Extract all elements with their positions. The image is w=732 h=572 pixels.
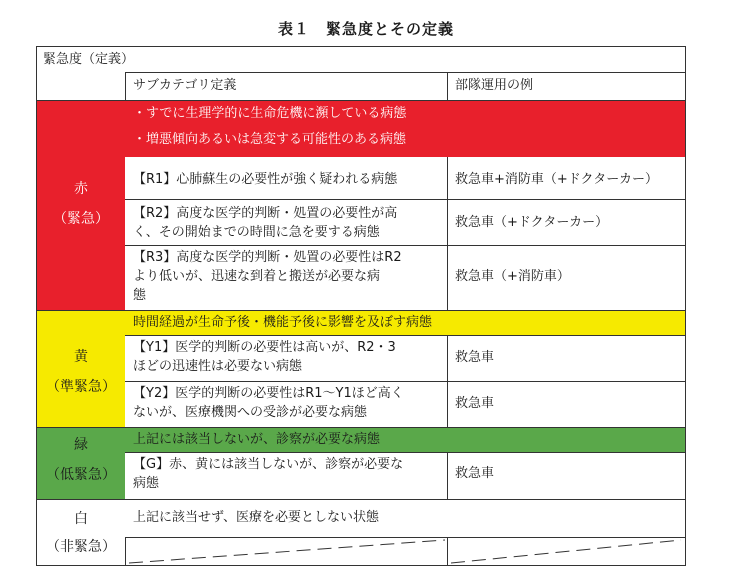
urgency-table — [36, 46, 686, 566]
white-level-label: （非緊急） — [46, 539, 116, 555]
r1-subcategory: 【R1】心肺蘇生の必要性が強く疑われる病態 — [133, 172, 398, 187]
r3-subcategory-line2: より低いが、迅速な到着と搬送が必要な病 — [133, 269, 381, 284]
white-example-empty-slash — [451, 540, 681, 563]
y2-subcategory-line1: 【Y2】医学的判断の必要性はR1～Y1ほど高く — [133, 386, 404, 401]
y1-example: 救急車 — [455, 350, 495, 365]
r1-example: 救急車+消防車（+ドクターカー） — [455, 172, 659, 187]
g-subcategory-line1: 【G】赤、黄には該当しないが、診察が必要な — [133, 457, 404, 472]
yellow-definition: 時間経過が生命予後・機能予後に影響を及ぼす病態 — [133, 315, 433, 330]
r3-example: 救急車（+消防車） — [455, 269, 570, 284]
green-level-label: （低緊急） — [46, 467, 116, 483]
yellow-level-name: 黄 — [74, 349, 88, 365]
g-subcategory-line2: 病態 — [133, 476, 160, 491]
white-empty-slash-lines — [125, 537, 685, 565]
y2-subcategory-line2: ないが、医療機関への受診が必要な病態 — [133, 405, 368, 420]
red-definition-1: ・すでに生理学的に生命危機に瀕している病態 — [133, 106, 407, 121]
red-level-label: （緊急） — [53, 211, 109, 227]
white-level-name: 白 — [74, 511, 88, 527]
red-level-name: 赤 — [74, 181, 88, 197]
white-definition: 上記に該当せず、医療を必要としない状態 — [133, 510, 379, 525]
red-level-cell — [37, 101, 125, 310]
y1-subcategory-line1: 【Y1】医学的判断の必要性は高いが、R2・3 — [133, 340, 396, 355]
y1-subcategory-line2: ほどの迅速性は必要ない病態 — [133, 359, 303, 374]
r2-subcategory-line2: く、その開始までの時間に急を要する病態 — [133, 225, 380, 240]
yellow-level-cell — [37, 311, 125, 427]
y2-example: 救急車 — [455, 396, 495, 411]
header-example: 部隊運用の例 — [455, 78, 534, 93]
r3-subcategory-line3: 態 — [133, 288, 147, 303]
g-example: 救急車 — [455, 466, 495, 481]
green-level-name: 緑 — [74, 437, 88, 453]
green-definition: 上記には該当しないが、診察が必要な病態 — [133, 432, 381, 447]
header-urgency: 緊急度（定義） — [43, 52, 135, 67]
header-subcategory: サブカテゴリ定義 — [133, 78, 237, 93]
white-sub-empty-slash — [129, 540, 445, 563]
red-definition-2: ・増悪傾向あるいは急変する可能性のある病態 — [133, 132, 407, 147]
r3-subcategory-line1: 【R3】高度な医学的判断・処置の必要性はR2 — [133, 250, 402, 265]
table-title: 表１ 緊急度とその定義 — [277, 20, 454, 38]
r2-example: 救急車（+ドクターカー） — [455, 215, 609, 230]
r2-subcategory-line1: 【R2】高度な医学的判断・処置の必要性が高 — [133, 206, 398, 221]
yellow-level-label: （準緊急） — [46, 379, 116, 395]
